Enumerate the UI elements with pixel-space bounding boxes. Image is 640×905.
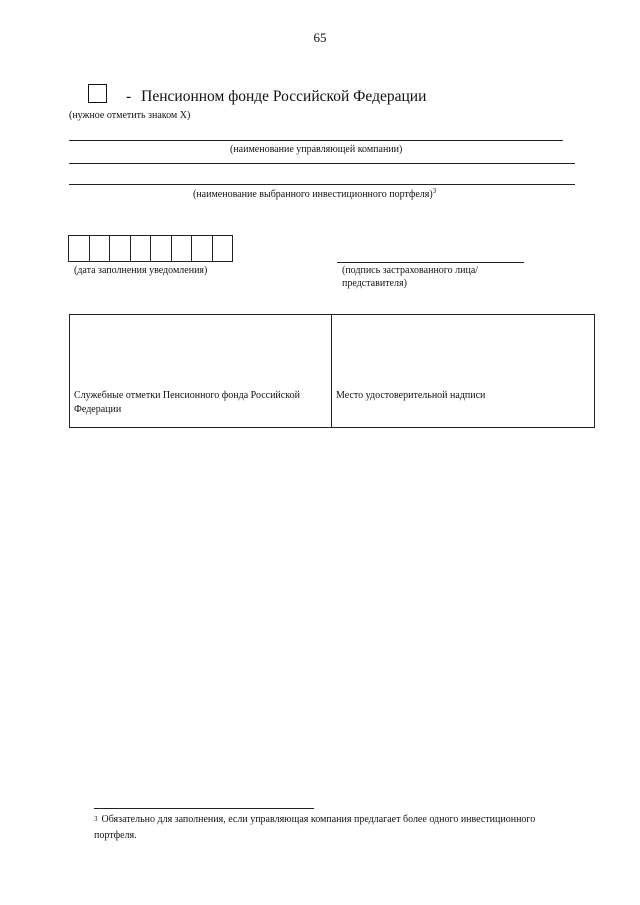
date-cell[interactable] xyxy=(172,235,193,262)
signature-line[interactable] xyxy=(337,262,524,263)
option-pension-fund xyxy=(126,88,426,106)
option-dash: - xyxy=(126,88,132,105)
portfolio-line-upper[interactable] xyxy=(69,163,575,164)
pension-fund-marks-cell[interactable] xyxy=(70,315,332,427)
management-company-caption: (наименование управляющей компании) xyxy=(230,144,403,155)
signature-caption-line2: представителя) xyxy=(342,278,407,289)
portfolio-footnote-mark: 3 xyxy=(432,187,437,195)
check-hint: (нужное отметить знаком Х) xyxy=(69,110,191,121)
footnote xyxy=(94,812,594,844)
certification-cell[interactable] xyxy=(332,315,594,427)
date-caption: (дата заполнения уведомления) xyxy=(74,265,208,276)
date-cell[interactable] xyxy=(131,235,152,262)
option-label: Пенсионном фонде Российской Федерации xyxy=(141,88,427,105)
date-cell[interactable] xyxy=(151,235,172,262)
pension-fund-marks-line1: Служебные отметки Пенсионного фонда Российской xyxy=(74,390,300,401)
portfolio-caption xyxy=(193,189,436,200)
portfolio-line-lower[interactable] xyxy=(69,184,575,185)
service-table xyxy=(69,314,595,428)
management-company-line[interactable] xyxy=(69,140,563,141)
footnote-line1: Обязательно для заполнения, если управляющая компания предлагает более одного инвестиционного xyxy=(101,814,536,825)
pension-fund-marks-label xyxy=(74,389,300,417)
footnote-line2: портфеля. xyxy=(94,830,137,841)
certification-label: Место удостоверительной надписи xyxy=(336,390,486,401)
footnote-rule xyxy=(94,808,314,809)
date-cell[interactable] xyxy=(90,235,111,262)
page-number: 65 xyxy=(313,30,327,45)
date-cell[interactable] xyxy=(213,235,234,262)
portfolio-caption-text: (наименование выбранного инвестиционного портфеля) xyxy=(193,189,433,200)
signature-caption-line1: (подпись застрахованного лица/ xyxy=(342,265,479,276)
date-cell[interactable] xyxy=(69,235,90,262)
footnote-mark: 3 xyxy=(94,815,98,823)
date-cell[interactable] xyxy=(110,235,131,262)
date-cell[interactable] xyxy=(192,235,213,262)
date-grid[interactable] xyxy=(68,235,233,262)
pension-fund-marks-line2: Федерации xyxy=(74,404,122,415)
pension-fund-checkbox[interactable] xyxy=(88,84,107,103)
